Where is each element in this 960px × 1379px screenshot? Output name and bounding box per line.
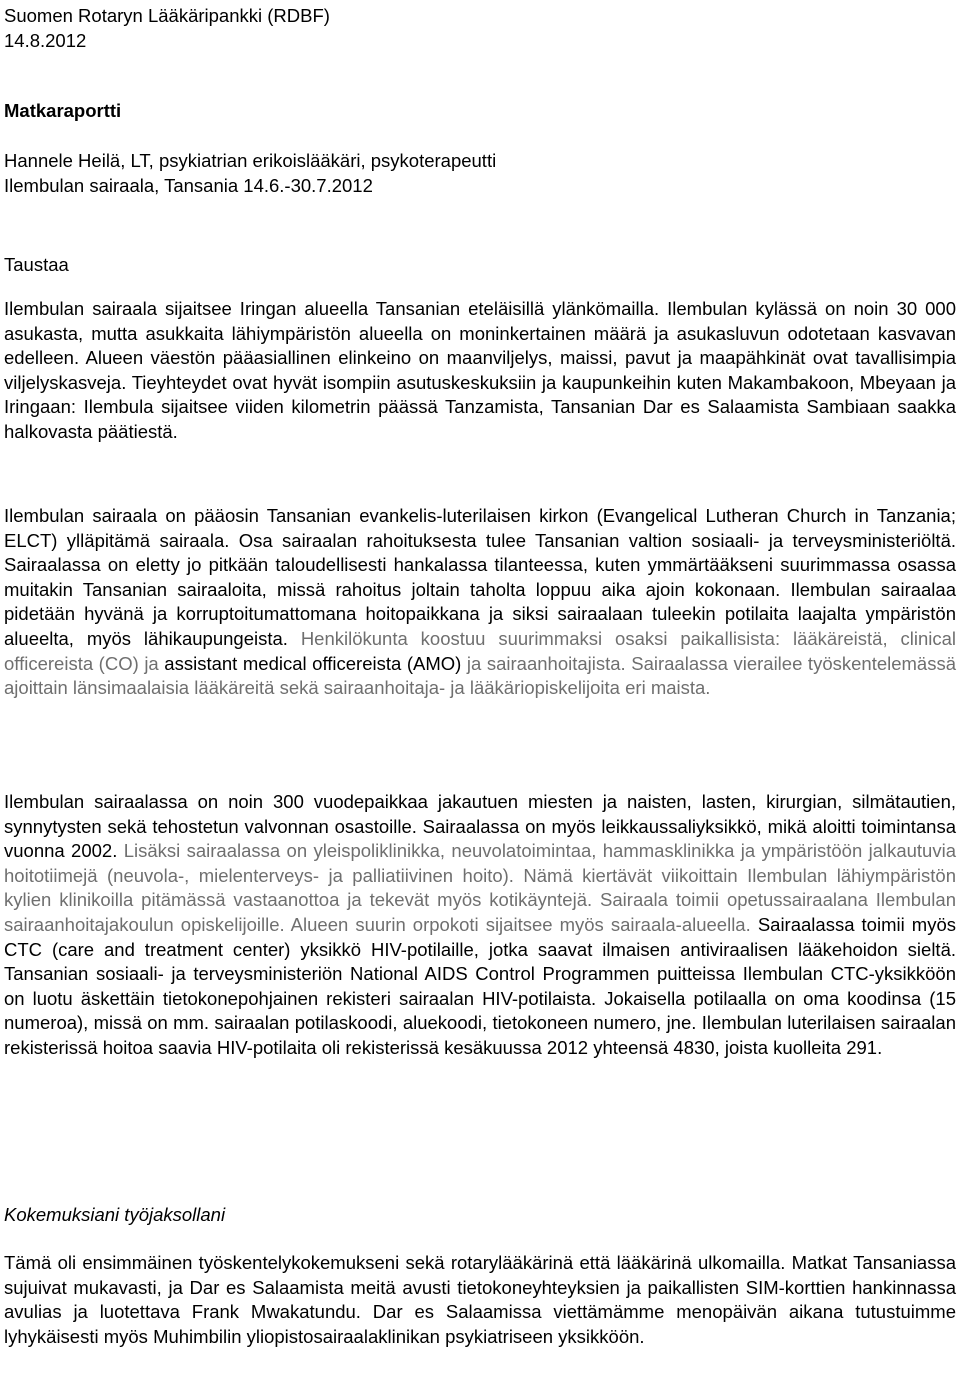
- paragraph-location: [4, 297, 956, 445]
- text-run-muted: Lisäksi sairaalassa on yleispoliklinikka, neuvolatoimintaa, hammasklinikka ja ympäristöön jalkautuvia hoitotiimejä (neuvola-, mielenterveys- ja palliatiivinen hoito). Nämä kiertävät viikoittain Ilembulan lähiympäristön kylien klinikoilla pitämässä vastaanottoa ja tekevät myös kotikäyntejä. Sairaala toimii opetussairaalana Ilembulan sairaanhoitajakoulun opiskelijoille. Alueen suurin orpokoti sijaitsee myös sairaala-alueella.: [4, 840, 956, 935]
- author-line-1: Hannele Heilä, LT, psykiatrian erikoislääkäri, psykoterapeutti: [4, 150, 497, 171]
- document-title: Matkaraportti: [4, 100, 122, 121]
- author-line-2: Ilembulan sairaala, Tansania 14.6.-30.7.2012: [4, 175, 373, 196]
- section-heading-taustaa: Taustaa: [4, 254, 69, 275]
- section-heading-kokemuksiani: Kokemuksiani työjaksollani: [4, 1204, 226, 1225]
- text-run: Sairaalassa toimii myös CTC (care and treatment center) yksikkö HIV-potilaille, jotka saavat ilmaisen antiviraalisen lääkehoidon sieltä. Tansanian sosiaali- ja terveysministeriön National AIDS Control Programmen puitteissa Ilembulan CTC-yksikköön on luotu äskettäin tietokonepohjainen rekisteri sairaalan HIV-potilaista. Jokaisella potilaalla on oma koodinsa (15 numeroa), missä on mm. sairaalan potilaskoodi, aluekoodi, tietokoneen numero, jne. Ilembulan luterilaisen sairaalan rekisterissä hoitoa saavia HIV-potilaita oli rekisterissä kesäkuussa 2012 yhteensä 4830, joista kuolleita 291.: [4, 913, 956, 1058]
- section-experience-heading-wrap: [4, 1202, 956, 1227]
- text-run: assistant medical officereista (AMO): [164, 652, 462, 674]
- author-block: [4, 148, 956, 198]
- report-date: 14.8.2012: [4, 30, 87, 51]
- paragraph-departments: [4, 790, 956, 1061]
- text-run: Ilembulan sairaalassa on noin 300 vuodepaikkaa jakautuen miesten ja naisten, lasten, kirurgian, silmätautien, synnytysten sekä tehostetun valvonnan osastoille. Sairaalassa on myös leikkaussaliyksikkö, mikä aloitti toimintansa vuonna 2002.: [4, 791, 956, 862]
- title-block: [4, 98, 956, 123]
- paragraph-text: [4, 297, 956, 445]
- paragraph-experience: [4, 1251, 956, 1349]
- text-run-muted: ja sairaanhoitajista. Sairaalassa vierailee työskentelemässä ajoittain länsimaalaisia lääkäreitä sekä sairaanhoitaja- ja lääkäriopiskelijoita eri maista.: [4, 652, 957, 699]
- section-background-heading-wrap: [4, 252, 956, 277]
- text-run-muted: Henkilökunta koostuu suurimmaksi osaksi paikallisista: lääkäreistä, clinical officereista (CO) ja: [4, 627, 957, 674]
- paragraph-hospital: [4, 504, 956, 701]
- text-run: Tämä oli ensimmäinen työskentelykokemukseni sekä rotarylääkärinä että lääkärinä ulkomailla. Matkat Tansaniassa sujuivat mukavasti, ja Dar es Salaamista meitä avusti tietokoneyhteyksien ja paikallisten SIM-korttien hankinnassa avulias ja luotettava Frank Mwakatundu. Dar es Salaamissa viettämämme menopäivän aikana tutustuimme lyhykäisesti myös Muhimbilin yliopistosairaalaklinikan psykiatriseen yksikköön.: [4, 1252, 956, 1347]
- paragraph-text: [4, 790, 956, 1061]
- text-run: Ilembulan sairaala on pääosin Tansanian evankelis-luterilaisen kirkon (Evangelical Lutheran Church in Tanzania; ELCT) ylläpitämä sairaala. Osa sairaalan rahoituksesta tulee Tansanian valtion sosiaali- ja terveysministeriöltä. Sairaalassa on eletty jo pitkään taloudellisesti hankalassa tilanteessa, kuten ymmärtääkseni suurimmassa osassa muitakin Tansanian sairaaloita, missä rahoitus joltain taholta loppuu aika ajoin kokonaan. Ilembulan sairaalaa pidetään hyvänä ja korruptoitumattomana hoitopaikkana ja siksi sairaalaan tuleekin potilaita laajalta ympäristön alueelta, myös lähikaupungeista.: [4, 505, 956, 649]
- document-header: [4, 3, 956, 53]
- paragraph-text: [4, 1251, 956, 1349]
- paragraph-text: [4, 504, 956, 701]
- organization-name: Suomen Rotaryn Lääkäripankki (RDBF): [4, 5, 330, 26]
- text-run: Ilembulan sairaala sijaitsee Iringan alueella Tansanian eteläisillä ylänkömailla. Ilembulan kylässä on noin 30 000 asukasta, mutta asukkaita lähiympäristön alueella on moninkertainen määrä ja asukasluvun odotetaan kasvavan edelleen. Alueen väestön pääasiallinen elinkeino on maanviljelys, maissi, pavut ja maapähkinät ovat tavallisimpia viljelyskasveja. Tieyhteydet ovat hyvät isompiin asutuskeskuksiin ja kaupunkeihin kuten Makambakoon, Mbeyaan ja Iringaan: Ilembula sijaitsee viiden kilometrin päässä Tanzamista, Tansanian Dar es Salaamista Sambiaan saakka halkovasta päätiestä.: [4, 298, 956, 442]
